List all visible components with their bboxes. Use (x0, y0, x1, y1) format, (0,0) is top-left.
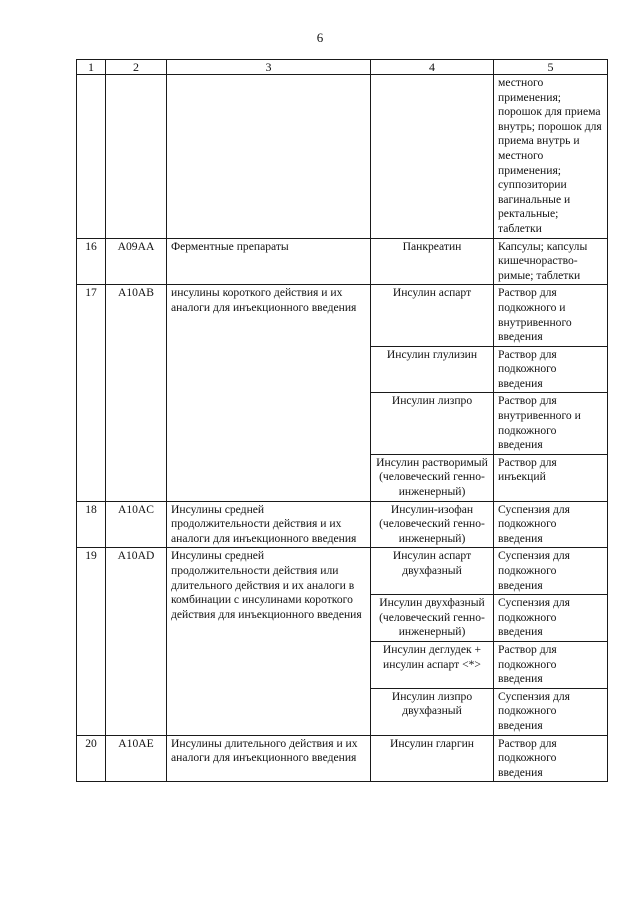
drug-group-cell: инсулины короткого действия и их аналоги для инъекционного введения (167, 285, 371, 501)
drug-name-cell: Инсулин аспарт двухфазный (371, 548, 494, 595)
table-row (77, 285, 608, 346)
row-number-cell: 18 (77, 501, 106, 548)
dosage-form-cell: Раствор для инъекций (494, 454, 608, 501)
drug-name-cell: Инсулин гларгин (371, 735, 494, 782)
atc-code-cell: A10AC (106, 501, 167, 548)
dosage-form-cell: Раствор для подкожного введения (494, 346, 608, 393)
atc-code-cell (106, 75, 167, 239)
drug-name-cell: Инсулин лизпро (371, 393, 494, 454)
dosage-form-cell: Суспензия для подкожного введения (494, 595, 608, 642)
atc-code-cell: A10AD (106, 548, 167, 735)
dosage-form-cell: Раствор для внутривенного и подкожного введения (494, 393, 608, 454)
dosage-form-cell: Раствор для подкожного и внутривенного введения (494, 285, 608, 346)
drug-group-cell (167, 75, 371, 239)
dosage-form-cell: Суспензия для подкожного введения (494, 548, 608, 595)
drug-group-cell: Ферментные препараты (167, 238, 371, 285)
drug-name-cell: Инсулин-изофан (человеческий генно-инженерный) (371, 501, 494, 548)
row-number-cell: 17 (77, 285, 106, 501)
row-number-cell: 16 (77, 238, 106, 285)
dosage-form-cell: Суспензия для подкожного введения (494, 688, 608, 735)
row-number-cell: 19 (77, 548, 106, 735)
drug-name-cell: Панкреатин (371, 238, 494, 285)
table-row (77, 735, 608, 782)
header-cell: 3 (167, 60, 371, 75)
atc-code-cell: A10AE (106, 735, 167, 782)
dosage-form-cell: Капсулы; капсулы кишечнораство-римые; таблетки (494, 238, 608, 285)
drug-group-cell: Инсулины средней продолжительности действия или длительного действия и их аналоги в комбинации с инсулинами короткого действия для инъекционного введения (167, 548, 371, 735)
row-number-cell: 20 (77, 735, 106, 782)
dosage-form-cell: местного применения; порошок для приема внутрь; порошок для приема внутрь и местного применения; суппозитории вагинальные и ректальные; таблетки (494, 75, 608, 239)
drug-name-cell: Инсулин лизпро двухфазный (371, 688, 494, 735)
header-cell: 5 (494, 60, 608, 75)
drug-name-cell: Инсулин деглудек + инсулин аспарт <*> (371, 641, 494, 688)
table-row (77, 238, 608, 285)
drug-table (76, 59, 608, 782)
drug-name-cell: Инсулин двухфазный (человеческий генно-инженерный) (371, 595, 494, 642)
dosage-form-cell: Суспензия для подкожного введения (494, 501, 608, 548)
drug-name-cell (371, 75, 494, 239)
table-row (77, 501, 608, 548)
table-header-row (77, 60, 608, 75)
drug-name-cell: Инсулин аспарт (371, 285, 494, 346)
header-cell: 1 (77, 60, 106, 75)
dosage-form-cell: Раствор для подкожного введения (494, 735, 608, 782)
header-cell: 4 (371, 60, 494, 75)
table-row (77, 548, 608, 595)
drug-name-cell: Инсулин глулизин (371, 346, 494, 393)
table-row (77, 75, 608, 239)
drug-group-cell: Инсулины средней продолжительности действия и их аналоги для инъекционного введения (167, 501, 371, 548)
page-number: 6 (316, 30, 324, 45)
header-cell: 2 (106, 60, 167, 75)
dosage-form-cell: Раствор для подкожного введения (494, 641, 608, 688)
row-number-cell (77, 75, 106, 239)
drug-name-cell: Инсулин растворимый (человеческий генно-инженерный) (371, 454, 494, 501)
drug-group-cell: Инсулины длительного действия и их аналоги для инъекционного введения (167, 735, 371, 782)
atc-code-cell: A10AB (106, 285, 167, 501)
atc-code-cell: A09AA (106, 238, 167, 285)
